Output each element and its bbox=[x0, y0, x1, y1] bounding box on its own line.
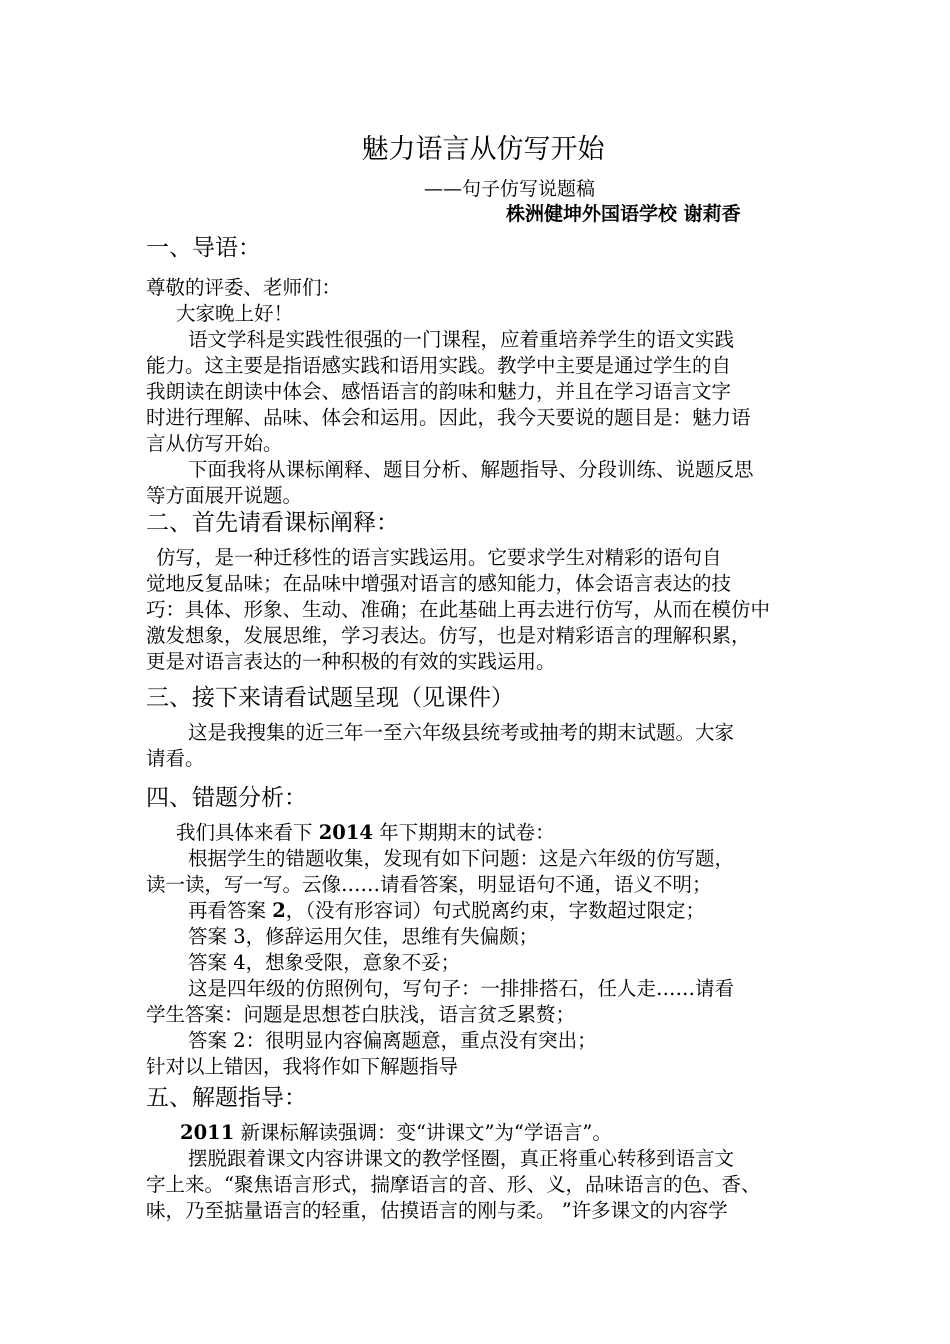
text-line: 答案 4，想象受限，意象不妥； bbox=[188, 951, 461, 974]
text-line: 大家晚上好！ bbox=[176, 302, 294, 325]
section-heading-guidance: 五、解题指导： bbox=[146, 1085, 307, 1111]
text-line: 请看。 bbox=[146, 747, 205, 770]
section-heading-error-analysis: 四、错题分析： bbox=[146, 785, 307, 811]
guidance-paragraph bbox=[146, 1120, 806, 1224]
intro-paragraph bbox=[146, 275, 806, 509]
text-line: 味，乃至掂量语言的轻重，估摸语言的刚与柔。 ”许多课文的内容学 bbox=[146, 1199, 728, 1222]
text-fragment: 新课标解读强调：变“讲课文”为“学语言”。 bbox=[234, 1121, 612, 1144]
text-line: 仿写，是一种迁移性的语言实践运用。它要求学生对精彩的语句自 bbox=[156, 546, 722, 569]
section-heading-intro: 一、导语： bbox=[146, 235, 261, 261]
text-line: 巧：具体、形象、生动、准确；在此基础上再去进行仿写，从而在模仿中 bbox=[146, 598, 771, 621]
text-line: 针对以上错因，我将作如下解题指导 bbox=[146, 1055, 459, 1078]
section-heading-questions: 三、接下来请看试题呈现（见课件） bbox=[146, 685, 514, 711]
text-line: 字上来。“聚焦语言形式，揣摩语言的音、形、义，品味语言的色、香、 bbox=[146, 1173, 761, 1196]
text-line: 学生答案：问题是思想苍白肤浅，语言贫乏累赘； bbox=[146, 1003, 576, 1026]
text-fragment: 年下期期末的试卷： bbox=[372, 821, 555, 844]
document-title: 魅力语言从仿写开始 bbox=[361, 134, 605, 165]
text-line: 这是我搜集的近三年一至六年级县统考或抽考的期末试题。大家 bbox=[188, 721, 735, 744]
year-text: 2014 bbox=[318, 821, 373, 844]
text-fragment: 再看答案 bbox=[188, 899, 273, 922]
text-line: 答案 3，修辞运用欠佳，思维有失偏颇； bbox=[188, 925, 539, 948]
text-line bbox=[146, 898, 806, 924]
text-line: 能力。这主要是指语感实践和语用实践。教学中主要是通过学生的自 bbox=[146, 354, 732, 377]
year-text: 2011 bbox=[180, 1121, 235, 1144]
text-fragment: 我们具体来看下 bbox=[176, 821, 319, 844]
text-line bbox=[146, 820, 806, 846]
text-line: 等方面展开说题。 bbox=[146, 484, 303, 507]
text-line: 我朗读在朗读中体会、感悟语言的韵味和魅力，并且在学习语言文字 bbox=[146, 380, 732, 403]
text-line: 言从仿写开始。 bbox=[146, 432, 283, 455]
text-line: 更是对语言表达的一种积极的有效的实践运用。 bbox=[146, 650, 556, 673]
document-subtitle: ——句子仿写说题稿 bbox=[424, 178, 596, 200]
questions-paragraph bbox=[146, 720, 806, 772]
curriculum-paragraph bbox=[146, 545, 806, 675]
text-line: 觉地反复品味；在品味中增强对语言的感知能力，体会语言表达的技 bbox=[146, 572, 732, 595]
document-author: 株洲健坤外国语学校 谢莉香 bbox=[506, 203, 741, 225]
text-line: 尊敬的评委、老师们： bbox=[146, 276, 342, 299]
text-fragment: ，（没有形容词）句式脱离约束，字数超过限定； bbox=[285, 899, 706, 922]
text-line: 时进行理解、品味、体会和运用。因此，我今天要说的题目是：魅力语 bbox=[146, 406, 751, 429]
text-line: 摆脱跟着课文内容讲课文的教学怪圈，真正将重心转移到语言文 bbox=[188, 1147, 735, 1170]
text-line bbox=[146, 1120, 806, 1146]
error-analysis-paragraph bbox=[146, 820, 806, 1080]
text-line: 下面我将从课标阐释、题目分析、解题指导、分段训练、说题反思 bbox=[188, 458, 754, 481]
text-line: 语文学科是实践性很强的一门课程，应着重培养学生的语文实践 bbox=[188, 328, 735, 351]
text-line: 这是四年级的仿照例句，写句子：一排排搭石，任人走……请看 bbox=[188, 977, 735, 1000]
text-line: 激发想象，发展思维，学习表达。仿写，也是对精彩语言的理解积累， bbox=[146, 624, 751, 647]
text-line: 答案 2：很明显内容偏离题意，重点没有突出； bbox=[188, 1029, 597, 1052]
text-line: 根据学生的错题收集，发现有如下问题：这是六年级的仿写题， bbox=[188, 847, 735, 870]
text-line: 读一读，写一写。云像……请看答案，明显语句不通，语义不明； bbox=[146, 873, 712, 896]
section-heading-curriculum: 二、首先请看课标阐释： bbox=[146, 510, 399, 536]
answer-number: 2 bbox=[272, 899, 286, 922]
